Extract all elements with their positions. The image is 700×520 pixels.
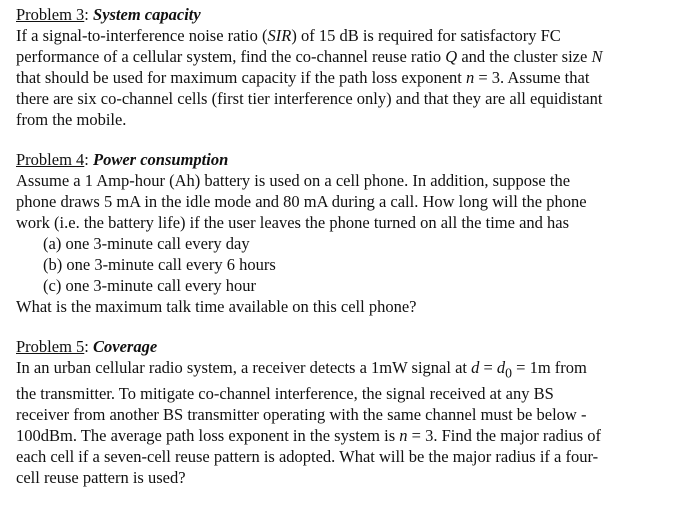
problem-heading: Problem 5: Coverage xyxy=(16,337,158,356)
problem-5 xyxy=(16,336,692,488)
problem-number: Problem 3 xyxy=(16,5,85,24)
problem-number: Problem 4 xyxy=(16,150,85,169)
problem-3 xyxy=(16,4,692,130)
text-line: If a signal-to-interference noise ratio (SIR) of 15 dB is required for satisfactory FC xyxy=(16,26,561,45)
problem-title: Power consumption xyxy=(93,150,229,169)
text-line: cell reuse pattern is used? xyxy=(16,468,186,488)
problem-title: System capacity xyxy=(93,5,201,24)
problem-body xyxy=(16,357,692,488)
text-line: 100dBm. The average path loss exponent in the system is n = 3. Find the major radius of xyxy=(16,426,602,446)
problem-body xyxy=(16,170,692,233)
document-page xyxy=(16,4,692,488)
problem-4 xyxy=(16,149,692,317)
list-item: (a) one 3-minute call every day xyxy=(43,234,250,253)
text-line: Assume a 1 Amp-hour (Ah) battery is used on a cell phone. In addition, suppose the xyxy=(16,171,571,190)
text-line: work (i.e. the battery life) if the user leaves the phone turned on all the time and has xyxy=(16,213,570,232)
problem-heading: Problem 3: System capacity xyxy=(16,5,201,24)
text-line: receiver from another BS transmitter operating with the same channel must be below - xyxy=(16,405,587,425)
text-line: from the mobile. xyxy=(16,110,127,129)
closing-question: What is the maximum talk time available on this cell phone? xyxy=(16,297,417,316)
sub-question-list xyxy=(16,233,692,296)
text-line: performance of a cellular system, find the co-channel reuse ratio Q and the cluster size N xyxy=(16,47,603,66)
problem-heading: Problem 4: Power consumption xyxy=(16,150,229,169)
text-line: there are six co-channel cells (first tier interference only) and that they are all equidistant xyxy=(16,89,603,108)
list-item: (b) one 3-minute call every 6 hours xyxy=(43,255,276,274)
list-item: (c) one 3-minute call every hour xyxy=(43,276,257,295)
text-line: the transmitter. To mitigate co-channel interference, the signal received at any BS xyxy=(16,384,554,404)
problem-number: Problem 5 xyxy=(16,337,85,356)
problem-title: Coverage xyxy=(93,337,158,356)
text-line: In an urban cellular radio system, a receiver detects a 1mW signal at $d = d_0 = 1m$ from xyxy=(16,358,587,381)
problem-body xyxy=(16,25,692,130)
text-line: that should be used for maximum capacity if the path loss exponent n = 3. Assume that xyxy=(16,68,590,87)
text-line: phone draws 5 mA in the idle mode and 80 mA during a call. How long will the phone xyxy=(16,192,587,211)
text-line: each cell if a seven-cell reuse pattern is adopted. What will be the major radius if a four- xyxy=(16,447,599,467)
